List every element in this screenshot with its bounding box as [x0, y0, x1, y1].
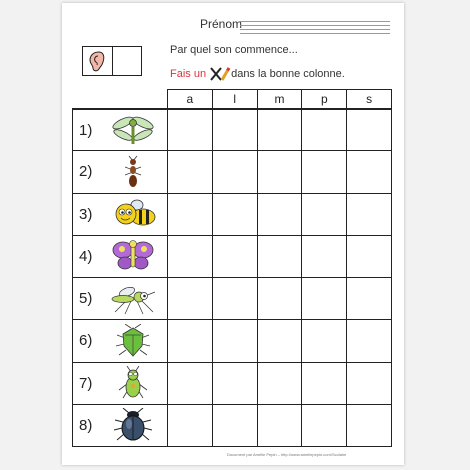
answer-cell[interactable] — [168, 405, 213, 447]
answer-cell[interactable] — [168, 151, 213, 193]
answer-cell[interactable] — [168, 363, 213, 405]
table-row-label: 5) — [72, 278, 168, 320]
answer-cell[interactable] — [213, 278, 258, 320]
ear-icon — [83, 47, 111, 75]
prenom-write-lines — [240, 21, 390, 37]
answer-cell[interactable] — [168, 109, 213, 151]
footer-credit: Document par Amélie Pepin – http://www.ameliepepin.com/Scolaire — [227, 452, 347, 457]
table-row-label: 7) — [72, 363, 168, 405]
answer-cell[interactable] — [302, 236, 347, 278]
answer-cell[interactable] — [258, 320, 303, 362]
bee-icon — [109, 197, 157, 231]
answer-cell[interactable] — [168, 236, 213, 278]
column-header-a: a — [168, 89, 213, 109]
x-pencil-icon — [209, 66, 231, 82]
table-row-label: 4) — [72, 236, 168, 278]
answer-cell[interactable] — [168, 278, 213, 320]
answer-cell[interactable] — [213, 320, 258, 362]
stink-bug-icon — [109, 324, 157, 358]
table-row-label: 3) — [72, 194, 168, 236]
answer-cell[interactable] — [347, 236, 392, 278]
column-header-p: p — [302, 89, 347, 109]
answer-cell[interactable] — [302, 194, 347, 236]
answer-cell[interactable] — [347, 320, 392, 362]
answer-cell[interactable] — [258, 278, 303, 320]
answer-cell[interactable] — [347, 278, 392, 320]
table-row-label: 2) — [72, 151, 168, 193]
answer-cell[interactable] — [258, 194, 303, 236]
answer-cell[interactable] — [347, 363, 392, 405]
ant-icon — [109, 155, 157, 189]
answer-cell[interactable] — [347, 194, 392, 236]
answer-cell[interactable] — [347, 405, 392, 447]
dragonfly-icon — [109, 115, 157, 145]
table-row-label: 8) — [72, 405, 168, 447]
instruction-line-2 — [170, 66, 345, 82]
mosquito-icon — [109, 282, 157, 316]
answer-cell[interactable] — [258, 405, 303, 447]
answer-cell[interactable] — [168, 320, 213, 362]
answer-cell[interactable] — [258, 363, 303, 405]
answer-table — [72, 89, 392, 447]
ear-sound-box — [82, 46, 142, 76]
answer-cell[interactable] — [213, 194, 258, 236]
answer-cell[interactable] — [302, 405, 347, 447]
answer-cell[interactable] — [302, 151, 347, 193]
butterfly-icon — [109, 239, 157, 273]
beetle-icon — [109, 408, 157, 442]
instruction-red-text: Fais un — [170, 68, 207, 80]
answer-cell[interactable] — [302, 363, 347, 405]
answer-cell[interactable] — [168, 194, 213, 236]
instruction-line-1: Par quel son commence... — [170, 44, 298, 56]
answer-cell[interactable] — [213, 236, 258, 278]
answer-cell[interactable] — [302, 320, 347, 362]
column-header-s: s — [347, 89, 392, 109]
worksheet-page — [62, 3, 404, 465]
answer-cell[interactable] — [258, 151, 303, 193]
answer-cell[interactable] — [258, 109, 303, 151]
answer-cell[interactable] — [347, 151, 392, 193]
answer-cell[interactable] — [213, 405, 258, 447]
instruction-rest-text: dans la bonne colonne. — [231, 68, 345, 80]
answer-cell[interactable] — [302, 109, 347, 151]
answer-cell[interactable] — [302, 278, 347, 320]
answer-cell[interactable] — [347, 109, 392, 151]
answer-cell[interactable] — [213, 151, 258, 193]
column-header-l: l — [213, 89, 258, 109]
table-row-label: 6) — [72, 320, 168, 362]
answer-cell[interactable] — [213, 363, 258, 405]
column-header-m: m — [258, 89, 303, 109]
answer-cell[interactable] — [258, 236, 303, 278]
answer-cell[interactable] — [213, 109, 258, 151]
prenom-label: Prénom — [200, 17, 243, 31]
grasshopper-icon — [109, 366, 157, 400]
table-row-label: 1) — [72, 109, 168, 151]
